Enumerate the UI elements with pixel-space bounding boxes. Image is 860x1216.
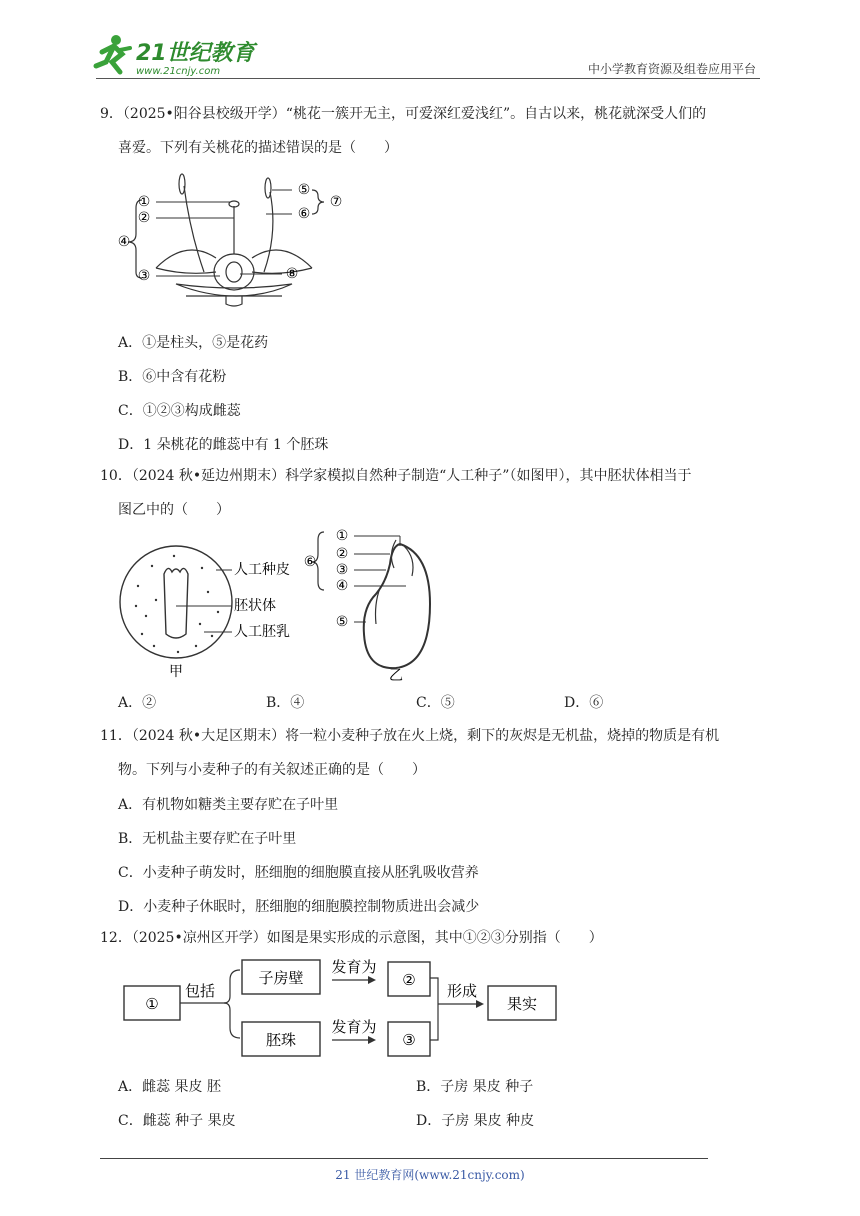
q11-stem-line2: 物。下列与小麦种子的有关叙述正确的是（ ） (118, 762, 426, 778)
fig-a-caption: 甲 (169, 664, 183, 680)
flower-label-3: ③ (137, 268, 151, 284)
logo-url: www.21cnjy.com (136, 66, 221, 77)
diagram-ovule-text: 胚珠 (265, 1031, 297, 1049)
fig-b-label-2: ② (335, 546, 349, 562)
header-platform-text: 中小学教育资源及组卷应用平台 (587, 62, 756, 76)
q9-stem-line1: 9．（2025•阳谷县校级开学）“桃花一簇开无主，可爱深红爱浅红”。自古以来，桃花就深受人们的 (100, 106, 707, 122)
q11-stem-line1: 11．（2024 秋•大足区期末）将一粒小麦种子放在火上烧，剩下的灰烬是无机盐，烧掉的物质是有机 (100, 728, 720, 744)
fig-a-label-endosperm: 人工胚乳 (234, 624, 290, 640)
fig-b-caption: 乙 (389, 668, 403, 682)
q10-figure-a (116, 526, 316, 682)
fig-b-label-3: ③ (335, 562, 349, 578)
footer-site-text: 21 世纪教育网(www.21cnjy.com) (335, 1168, 525, 1182)
diagram-develop1-text: 发育为 (331, 958, 377, 976)
runner-icon (96, 35, 130, 72)
diagram-box1-text: ① (145, 995, 159, 1013)
flower-label-8: ⑧ (285, 266, 299, 282)
site-logo (92, 32, 262, 78)
q10-stem-line2: 图乙中的（ ） (118, 502, 230, 518)
diagram-fruit-text: 果实 (506, 995, 538, 1013)
fig-a-label-coat: 人工种皮 (234, 562, 290, 578)
q9-flower-diagram (116, 172, 356, 312)
diagram-ovary-wall-text: 子房壁 (258, 969, 304, 987)
fig-b-label-6: ⑥ (304, 554, 317, 570)
q9-stem-line2: 喜爱。下列有关桃花的描述错误的是（ ） (118, 140, 398, 156)
q10-option-a[interactable]: A．② (118, 695, 157, 711)
footer-divider (100, 1158, 708, 1159)
flower-label-5: ⑤ (297, 182, 311, 198)
fig-b-label-1: ① (335, 528, 349, 544)
q10-option-d[interactable]: D．⑥ (564, 695, 604, 711)
diagram-include-text: 包括 (184, 982, 216, 1000)
q12-option-d[interactable]: D．子房 果皮 种皮 (416, 1113, 535, 1129)
diagram-box3-text: ③ (402, 1031, 416, 1049)
q11-option-d[interactable]: D．小麦种子休眠时，胚细胞的细胞膜控制物质进出会减少 (118, 899, 480, 915)
flower-label-2: ② (137, 210, 151, 226)
fig-a-label-embryoid: 胚状体 (234, 598, 276, 614)
q9-option-c[interactable]: C．①②③构成雌蕊 (118, 403, 241, 419)
q12-option-a[interactable]: A．雌蕊 果皮 胚 (118, 1079, 222, 1095)
diagram-develop2-text: 发育为 (331, 1018, 377, 1036)
q12-fruit-diagram (118, 956, 568, 1062)
q9-option-b[interactable]: B．⑥中含有花粉 (118, 369, 227, 385)
flower-label-7: ⑦ (329, 194, 343, 210)
logo-text: 21世纪教育 (136, 41, 255, 66)
q11-option-c[interactable]: C．小麦种子萌发时，胚细胞的细胞膜直接从胚乳吸收营养 (118, 865, 479, 881)
flower-label-4: ④ (117, 234, 131, 250)
fig-b-label-5: ⑤ (335, 614, 349, 630)
q10-stem-line1: 10．（2024 秋•延边州期末）科学家模拟自然种子制造“人工种子”（如图甲），其中胚状体相当于 (100, 468, 692, 484)
q12-option-b[interactable]: B．子房 果皮 种子 (416, 1079, 534, 1095)
flower-label-1: ① (137, 194, 151, 210)
q11-option-b[interactable]: B．无机盐主要存贮在子叶里 (118, 831, 297, 847)
q9-option-a[interactable]: A．①是柱头，⑤是花药 (118, 335, 269, 351)
header-divider (96, 78, 760, 79)
q11-option-a[interactable]: A．有机物如糖类主要存贮在子叶里 (118, 797, 339, 813)
q10-option-b[interactable]: B．④ (266, 695, 305, 711)
q12-stem-line1: 12．（2025•凉州区开学）如图是果实形成的示意图，其中①②③分别指（ ） (100, 930, 603, 946)
q10-option-c[interactable]: C．⑤ (416, 695, 455, 711)
diagram-form-text: 形成 (446, 982, 478, 1000)
q12-option-c[interactable]: C．雌蕊 种子 果皮 (118, 1113, 236, 1129)
q10-figure-b (304, 524, 444, 682)
diagram-box2-text: ② (402, 971, 416, 989)
q9-option-d[interactable]: D．1 朵桃花的雌蕊中有 1 个胚珠 (118, 437, 329, 453)
fig-b-label-4: ④ (335, 578, 349, 594)
flower-label-6: ⑥ (297, 206, 311, 222)
